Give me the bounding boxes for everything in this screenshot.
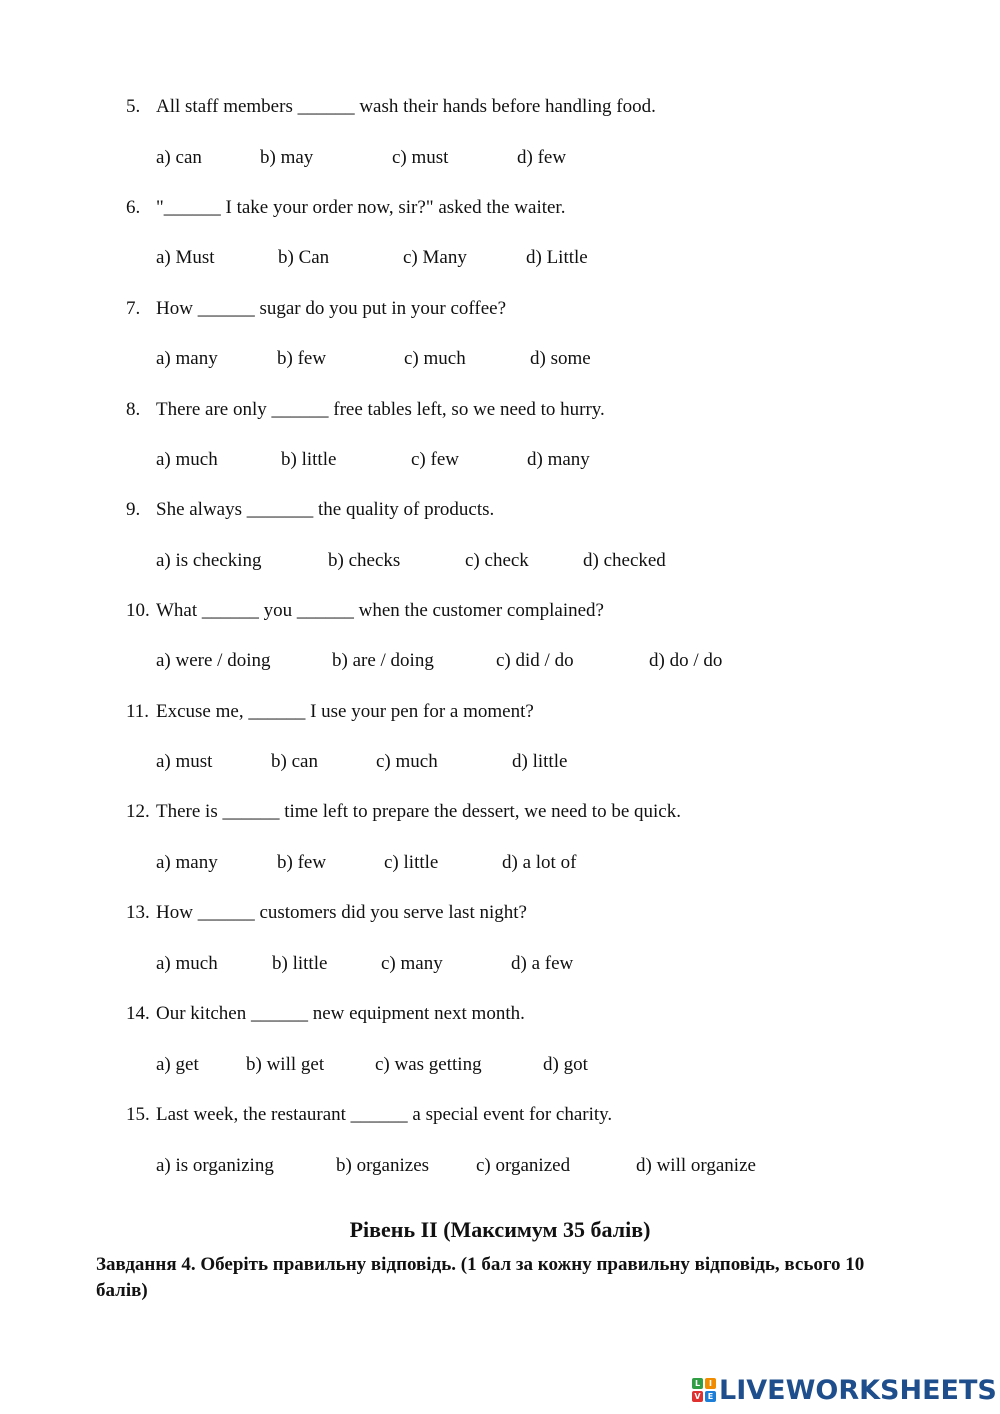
liveworksheets-logo (692, 1372, 997, 1408)
question-5 (126, 95, 656, 119)
option-b[interactable]: b) checks (328, 550, 401, 571)
question-text: Our kitchen ______ new equipment next month. (156, 1003, 525, 1024)
option-d[interactable]: d) checked (583, 550, 666, 571)
option-a[interactable]: a) many (156, 852, 218, 873)
question-number: 9. (126, 499, 141, 520)
question-text: All staff members ______ wash their hands before handling food. (156, 96, 656, 117)
options-14 (156, 1053, 856, 1077)
option-d[interactable]: d) a few (511, 953, 574, 974)
option-a[interactable]: a) Must (156, 247, 215, 268)
question-number: 8. (126, 399, 141, 420)
question-15 (126, 1103, 612, 1127)
options-15 (156, 1154, 856, 1178)
options-6 (156, 246, 856, 270)
question-number: 14. (126, 1003, 150, 1024)
option-c[interactable]: c) Many (403, 247, 467, 268)
logo-text: LIVEWORKSHEETS (719, 1374, 997, 1406)
question-14 (126, 1002, 525, 1026)
question-8 (126, 398, 605, 422)
option-d[interactable]: d) little (512, 751, 568, 772)
option-a[interactable]: a) much (156, 449, 218, 470)
option-b[interactable]: b) Can (278, 247, 330, 268)
option-c[interactable]: c) organized (476, 1155, 571, 1176)
option-d[interactable]: d) many (527, 449, 590, 470)
question-text: There is ______ time left to prepare the dessert, we need to be quick. (156, 801, 681, 822)
option-b[interactable]: b) are / doing (332, 650, 434, 671)
question-13 (126, 901, 527, 925)
option-c[interactable]: c) little (384, 852, 439, 873)
options-5 (156, 146, 856, 170)
logo-mark-letter: E (705, 1391, 716, 1402)
options-10 (156, 649, 856, 673)
logo-mark-letter: V (692, 1391, 703, 1402)
option-b[interactable]: b) organizes (336, 1155, 430, 1176)
option-c[interactable]: c) did / do (496, 650, 574, 671)
option-d[interactable]: d) do / do (649, 650, 723, 671)
option-b[interactable]: b) may (260, 147, 314, 168)
question-text: There are only ______ free tables left, so we need to hurry. (156, 399, 605, 420)
options-11 (156, 750, 856, 774)
option-a[interactable]: a) is organizing (156, 1155, 274, 1176)
option-c[interactable]: c) few (411, 449, 459, 470)
option-d[interactable]: d) will organize (636, 1155, 756, 1176)
question-text: What ______ you ______ when the customer complained? (156, 600, 604, 621)
option-c[interactable]: c) was getting (375, 1054, 482, 1075)
task-instruction: Завдання 4. Оберіть правильну відповідь. (1 бал за кожну правильну відповідь, всього 10 балів) (96, 1254, 865, 1301)
question-text: "______ I take your order now, sir?" asked the waiter. (156, 197, 566, 218)
question-number: 6. (126, 197, 141, 218)
option-d[interactable]: d) some (530, 348, 591, 369)
option-b[interactable]: b) little (281, 449, 337, 470)
question-text: Excuse me, ______ I use your pen for a moment? (156, 701, 534, 722)
option-b[interactable]: b) little (272, 953, 328, 974)
question-text: Last week, the restaurant ______ a special event for charity. (156, 1104, 613, 1125)
option-a[interactable]: a) get (156, 1054, 199, 1075)
question-number: 5. (126, 96, 141, 117)
option-b[interactable]: b) few (277, 348, 327, 369)
question-number: 15. (126, 1104, 150, 1125)
option-a[interactable]: a) can (156, 147, 202, 168)
question-12 (126, 800, 681, 824)
option-a[interactable]: a) much (156, 953, 218, 974)
options-7 (156, 347, 856, 371)
option-b[interactable]: b) few (277, 852, 327, 873)
question-7 (126, 297, 506, 321)
option-c[interactable]: c) much (404, 348, 466, 369)
logo-mark-letter: L (692, 1378, 703, 1389)
option-c[interactable]: c) much (376, 751, 438, 772)
option-d[interactable]: d) got (543, 1054, 588, 1075)
option-a[interactable]: a) must (156, 751, 213, 772)
question-6 (126, 196, 565, 220)
option-c[interactable]: c) many (381, 953, 443, 974)
options-12 (156, 851, 856, 875)
option-a[interactable]: a) many (156, 348, 218, 369)
level-title: Рівень II (Максимум 35 балів) (349, 1217, 651, 1242)
logo-mark-letter: I (705, 1378, 716, 1389)
options-9 (156, 549, 856, 573)
question-11 (126, 700, 534, 724)
option-c[interactable]: c) must (392, 147, 449, 168)
option-a[interactable]: a) is checking (156, 550, 262, 571)
option-c[interactable]: c) check (465, 550, 529, 571)
options-8 (156, 448, 856, 472)
question-number: 10. (126, 600, 150, 621)
question-number: 12. (126, 801, 150, 822)
question-9 (126, 498, 494, 522)
option-d[interactable]: d) a lot of (502, 852, 577, 873)
option-b[interactable]: b) will get (246, 1054, 325, 1075)
question-10 (126, 599, 604, 623)
option-a[interactable]: a) were / doing (156, 650, 271, 671)
question-text: How ______ customers did you serve last night? (156, 902, 527, 923)
logo-mark-icon (692, 1378, 716, 1402)
option-b[interactable]: b) can (271, 751, 318, 772)
question-text: She always _______ the quality of products. (156, 499, 495, 520)
question-number: 11. (126, 701, 150, 722)
question-number: 7. (126, 298, 141, 319)
option-d[interactable]: d) few (517, 147, 567, 168)
question-text: How ______ sugar do you put in your coffee? (156, 298, 507, 319)
options-13 (156, 952, 856, 976)
question-number: 13. (126, 902, 150, 923)
option-d[interactable]: d) Little (526, 247, 588, 268)
